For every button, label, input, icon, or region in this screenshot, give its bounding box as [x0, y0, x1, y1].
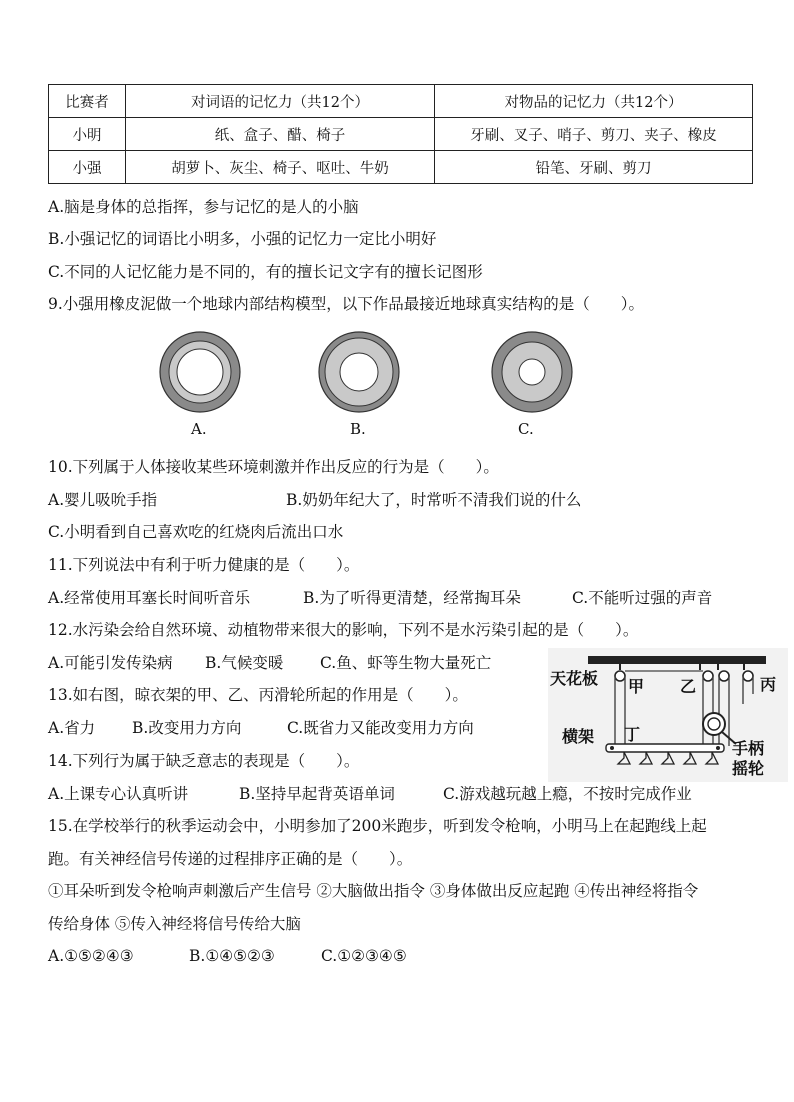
memory-table [48, 84, 753, 184]
q13-question: 13.如右图，晾衣架的甲、乙、丙滑轮所起的作用是（ ）。 [48, 686, 468, 704]
q15-statements-line1: ①耳朵听到发令枪响声刺激后产生信号 ②大脑做出指令 ③身体做出反应起跑 ④传出神经将指令 [48, 882, 699, 900]
q15-question-line1: 15.在学校举行的秋季运动会中，小明参加了200米跑步，听到发令枪响，小明马上在起跑线上起 [48, 817, 707, 835]
q10-option-a: A.婴儿吸吮手指 [48, 491, 158, 509]
q12-option-a: A.可能引发传染病 [48, 654, 173, 672]
earth-model-ring-a [159, 331, 241, 413]
label-ding: 丁 [624, 725, 641, 744]
table-row [49, 151, 753, 184]
q14-question: 14.下列行为属于缺乏意志的表现是（ ）。 [48, 752, 360, 770]
label-handle: 手柄 [732, 739, 765, 758]
q8-option-b: B.小强记忆的词语比小明多，小强的记忆力一定比小明好 [48, 230, 437, 248]
q11-option-c: C.不能听过强的声音 [572, 589, 713, 607]
q12-option-b: B.气候变暖 [205, 654, 284, 672]
q8-option-c: C.不同的人记忆能力是不同的，有的擅长记文字有的擅长记图形 [48, 263, 483, 281]
q12-option-c: C.鱼、虾等生物大量死亡 [320, 654, 492, 672]
q9-question: 9.小强用橡皮泥做一个地球内部结构模型，以下作品最接近地球真实结构的是（ ）。 [48, 295, 645, 313]
table-header-row [49, 85, 753, 118]
q15-question-line2: 跑。有关神经信号传递的过程排序正确的是（ ）。 [48, 850, 413, 868]
q9-label-a: A. [191, 420, 207, 438]
q15-option-c: C.①②③④⑤ [321, 947, 407, 965]
q10-option-b: B.奶奶年纪大了，时常听不清我们说的什么 [286, 491, 582, 509]
label-pulley-jia: 甲 [628, 677, 645, 696]
table-header-cell: 对物品的记忆力（共12个） [435, 85, 753, 118]
table-cell: 小明 [49, 118, 126, 151]
q14-option-a: A.上课专心认真听讲 [48, 785, 189, 803]
label-pulley-bing: 丙 [760, 675, 777, 694]
q10-question: 10.下列属于人体接收某些环境刺激并作出反应的行为是（ ）。 [48, 458, 499, 476]
earth-model-ring-b [318, 331, 400, 413]
table-cell: 纸、盒子、醋、椅子 [126, 118, 435, 151]
earth-model-ring-c [491, 331, 573, 413]
table-cell: 胡萝卜、灰尘、椅子、呕吐、牛奶 [126, 151, 435, 184]
table-header-cell: 对词语的记忆力（共12个） [126, 85, 435, 118]
q11-question: 11.下列说法中有利于听力健康的是（ ）。 [48, 556, 360, 574]
label-ceiling: 天花板 [550, 669, 599, 688]
q15-statements-line2: 传给身体 ⑤传入神经将信号传给大脑 [48, 915, 301, 933]
q13-option-a: A.省力 [48, 719, 96, 737]
table-row [49, 118, 753, 151]
q14-option-b: B.坚持早起背英语单词 [239, 785, 395, 803]
q8-option-a: A.脑是身体的总指挥，参与记忆的是人的小脑 [48, 198, 359, 216]
q12-question: 12.水污染会给自然环境、动植物带来很大的影响，下列不是水污染引起的是（ ）。 [48, 621, 639, 639]
q14-option-c: C.游戏越玩越上瘾，不按时完成作业 [443, 785, 692, 803]
label-crossbar: 横架 [562, 727, 595, 746]
q10-option-c: C.小明看到自己喜欢吃的红烧肉后流出口水 [48, 523, 344, 541]
clothes-rack-figure [548, 648, 788, 782]
q13-option-c: C.既省力又能改变用力方向 [287, 719, 474, 737]
q9-label-b: B. [350, 420, 366, 438]
table-cell: 小强 [49, 151, 126, 184]
table-cell: 铅笔、牙刷、剪刀 [435, 151, 753, 184]
q15-option-a: A.①⑤②④③ [48, 947, 134, 965]
table-cell: 牙刷、叉子、哨子、剪刀、夹子、橡皮 [435, 118, 753, 151]
q9-label-c: C. [518, 420, 534, 438]
label-pulley-yi: 乙 [680, 677, 697, 696]
label-crank: 摇轮 [732, 759, 765, 778]
q11-option-a: A.经常使用耳塞长时间听音乐 [48, 589, 251, 607]
q13-option-b: B.改变用力方向 [132, 719, 242, 737]
q15-option-b: B.①④⑤②③ [189, 947, 275, 965]
table-header-cell: 比赛者 [49, 85, 126, 118]
q11-option-b: B.为了听得更清楚，经常掏耳朵 [303, 589, 521, 607]
